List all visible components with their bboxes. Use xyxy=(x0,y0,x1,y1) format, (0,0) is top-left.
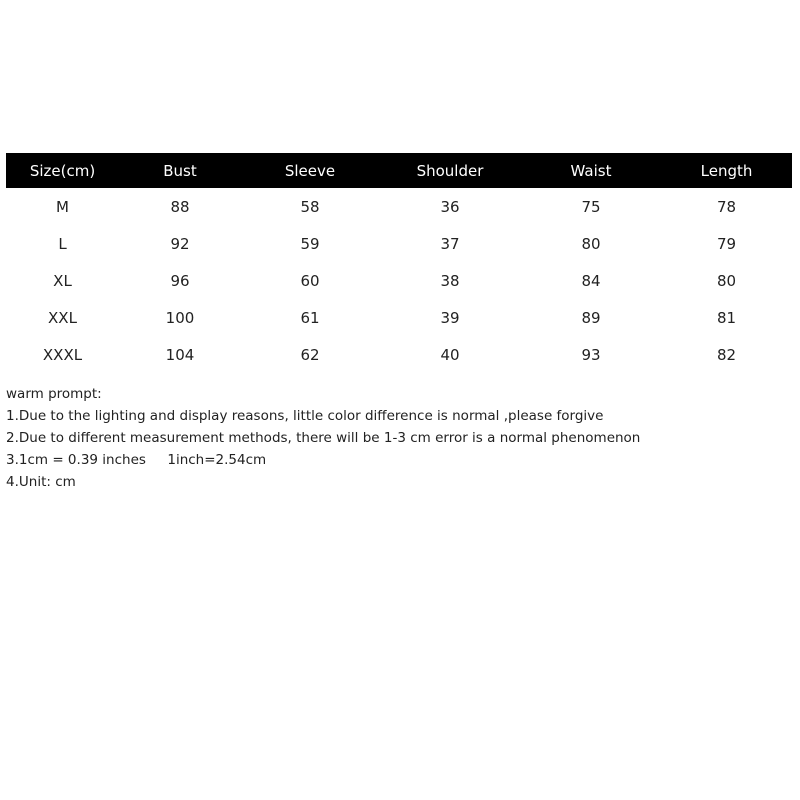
size-chart-body xyxy=(6,188,792,373)
cell-size: M xyxy=(56,197,69,216)
table-row xyxy=(6,299,792,336)
cell-shoulder: 37 xyxy=(440,234,460,253)
table-row xyxy=(6,336,792,373)
cell-size: L xyxy=(58,234,67,253)
cell-waist: 93 xyxy=(581,345,601,364)
cell-shoulder: 39 xyxy=(440,308,460,327)
size-chart-table xyxy=(6,153,792,373)
header-bust: Bust xyxy=(119,153,241,188)
cell-shoulder: 40 xyxy=(440,345,460,364)
cell-bust: 92 xyxy=(170,234,190,253)
cell-waist: 89 xyxy=(581,308,601,327)
cell-waist: 80 xyxy=(581,234,601,253)
cell-sleeve: 62 xyxy=(300,345,320,364)
header-length: Length xyxy=(661,153,792,188)
header-size: Size(cm) xyxy=(6,153,119,188)
cell-sleeve: 61 xyxy=(300,308,320,327)
cell-waist: 84 xyxy=(581,271,601,290)
note-line: 4.Unit: cm xyxy=(6,474,76,490)
header-waist: Waist xyxy=(521,153,661,188)
size-chart-header xyxy=(6,153,792,188)
notes-title: warm prompt: xyxy=(6,386,102,402)
cell-length: 82 xyxy=(716,345,737,364)
cell-waist: 75 xyxy=(581,197,601,216)
table-row xyxy=(6,225,792,262)
cell-shoulder: 36 xyxy=(440,197,460,216)
header-sleeve: Sleeve xyxy=(241,153,379,188)
note-line: 3.1cm = 0.39 inches 1inch=2.54cm xyxy=(6,452,267,468)
cell-length: 80 xyxy=(716,271,737,290)
header-shoulder: Shoulder xyxy=(379,153,521,188)
header-row xyxy=(6,153,792,188)
cell-sleeve: 60 xyxy=(300,271,320,290)
cell-bust: 96 xyxy=(170,271,190,290)
cell-size: XXXL xyxy=(42,345,83,364)
cell-bust: 104 xyxy=(165,345,195,364)
note-line: 2.Due to different measurement methods, there will be 1-3 cm error is a normal phenomenon xyxy=(6,430,641,446)
cell-size: XXL xyxy=(48,308,77,327)
table-row xyxy=(6,188,792,225)
cell-length: 78 xyxy=(716,197,737,216)
cell-shoulder: 38 xyxy=(440,271,460,290)
cell-sleeve: 59 xyxy=(300,234,320,253)
cell-size: XL xyxy=(53,271,72,290)
cell-length: 81 xyxy=(716,308,737,327)
cell-bust: 100 xyxy=(165,308,195,327)
cell-bust: 88 xyxy=(170,197,190,216)
cell-length: 79 xyxy=(716,234,737,253)
note-line: 1.Due to the lighting and display reasons, little color difference is normal ,please forgive xyxy=(6,408,604,424)
cell-sleeve: 58 xyxy=(300,197,320,216)
warm-prompt-notes xyxy=(6,383,786,493)
table-row xyxy=(6,262,792,299)
